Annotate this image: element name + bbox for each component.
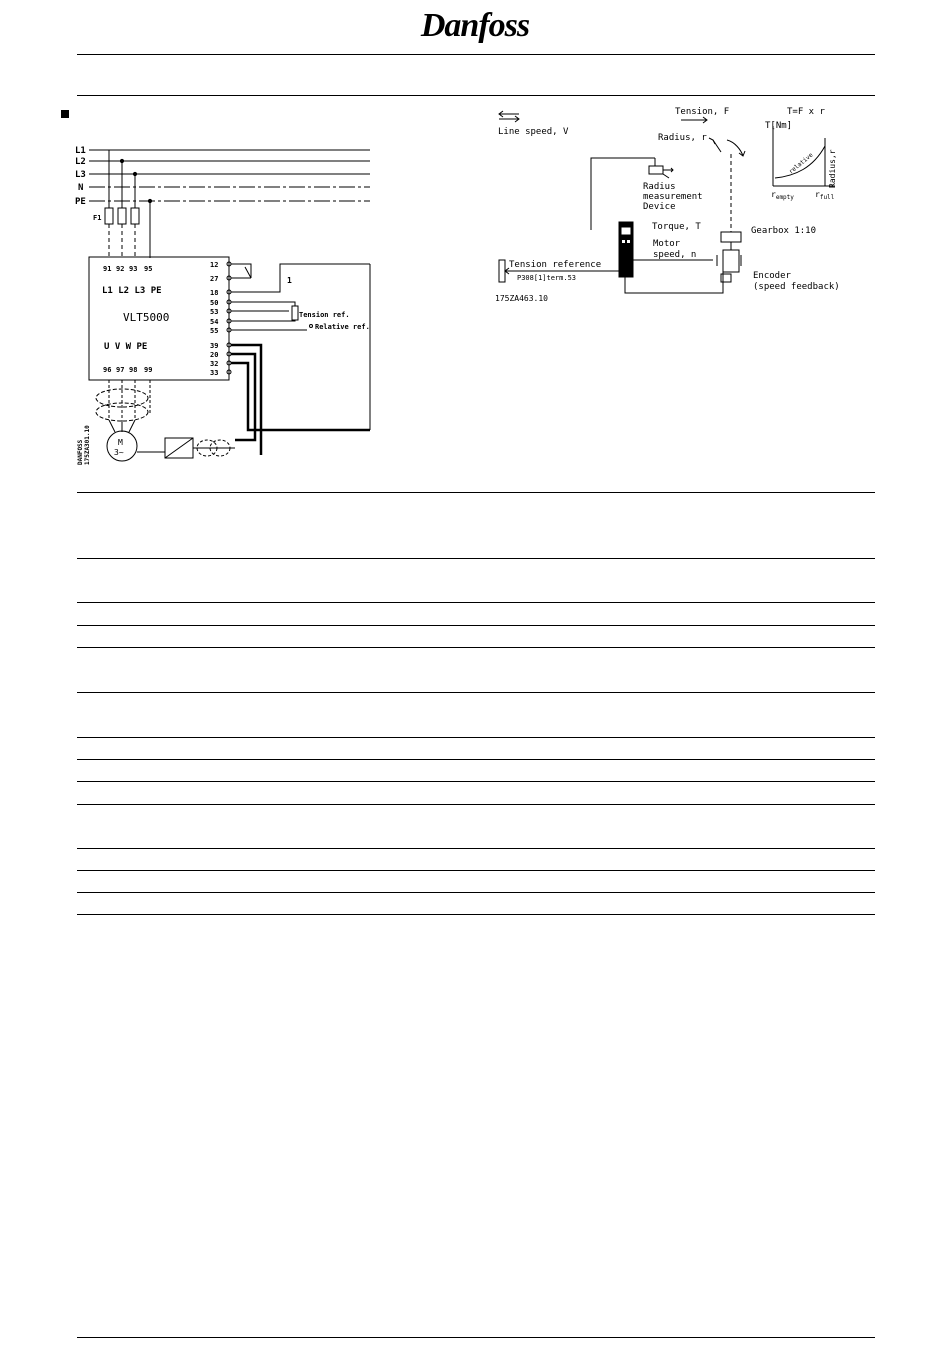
drive-name: VLT5000 [123, 311, 170, 324]
terminal-95: 95 [144, 265, 153, 273]
table-rule [77, 848, 875, 849]
table-rule [77, 692, 875, 693]
r-empty: $r_{empty}$ [771, 190, 794, 201]
table-rule [77, 914, 875, 915]
tension-ref-label: Tension ref. [299, 311, 350, 319]
mains-l2: L2 [75, 157, 86, 167]
out-99: 99 [144, 366, 153, 374]
motor-label: M [118, 438, 123, 447]
table-rule [77, 870, 875, 871]
table-rule [77, 781, 875, 782]
wiring-diagram [75, 140, 375, 470]
winder-diagram [495, 100, 855, 310]
footer-rule [77, 1337, 875, 1338]
ctrl-54: 54 [210, 318, 219, 326]
side-code-1: DANFOSS [77, 439, 84, 465]
output-terminal-names: U V W PE [104, 342, 148, 352]
table-rule [77, 492, 875, 493]
measurement-1: Radius [643, 182, 676, 192]
mains-n: N [78, 183, 84, 193]
out-97: 97 [116, 366, 125, 374]
relative: relative [787, 151, 815, 176]
out-98: 98 [129, 366, 138, 374]
table-rule [77, 558, 875, 559]
header-rule-bottom [77, 95, 875, 96]
ctrl-55: 55 [210, 327, 219, 335]
gearbox: Gearbox 1:10 [751, 226, 817, 236]
relative-ref-label: Relative ref. [315, 323, 370, 331]
motor-phase: 3~ [114, 448, 124, 457]
danfoss-logo [410, 4, 540, 48]
motor-2: speed, n [653, 250, 697, 260]
header-rule-top [77, 54, 875, 55]
table-rule [77, 602, 875, 603]
terminal-91: 91 [103, 265, 112, 273]
switch-label: 1 [287, 276, 292, 285]
ctrl-33: 33 [210, 369, 219, 377]
torque: Torque, T [652, 222, 701, 232]
ctrl-32: 32 [210, 360, 219, 368]
input-terminal-names: L1 L2 L3 PE [102, 286, 162, 296]
measurement-2: measurement [643, 192, 703, 202]
ctrl-39: 39 [210, 342, 219, 350]
table-rule [77, 892, 875, 893]
section-bullet [61, 110, 69, 118]
radius: Radius, r [658, 133, 707, 143]
ctrl-20: 20 [210, 351, 219, 359]
measurement-3: Device [643, 202, 676, 212]
radius-axis: Radius,r [828, 149, 837, 188]
mains-l3: L3 [75, 170, 86, 180]
table-rule [77, 647, 875, 648]
encoder-2: (speed feedback) [753, 282, 840, 292]
terminal-93: 93 [129, 265, 138, 273]
tension-reference: Tension reference [509, 260, 602, 270]
parameter: P308[1]term.53 [517, 274, 577, 282]
table-rule [77, 804, 875, 805]
terminal-92: 92 [116, 265, 125, 273]
encoder-1: Encoder [753, 271, 791, 281]
ctrl-18: 18 [210, 289, 219, 297]
table-rule [77, 737, 875, 738]
mains-l1: L1 [75, 146, 86, 156]
logo-text: Danfoss [420, 7, 530, 44]
out-96: 96 [103, 366, 112, 374]
line-speed: Line speed, V [498, 127, 569, 137]
fuse-label: F1 [93, 214, 102, 222]
torque-axis: T[Nm] [765, 121, 793, 131]
table-rule [77, 759, 875, 760]
motor-1: Motor [653, 239, 681, 249]
ctrl-50: 50 [210, 299, 219, 307]
ctrl-27: 27 [210, 275, 219, 283]
mains-pe: PE [75, 197, 86, 207]
formula: T=F x r [787, 107, 825, 117]
r-full: $r_{full}$ [815, 190, 835, 201]
ctrl-12: 12 [210, 261, 219, 269]
ctrl-53: 53 [210, 308, 219, 316]
figure-code: 175ZA463.10 [495, 294, 548, 303]
side-code-2: 175ZA301.10 [84, 425, 91, 465]
tension: Tension, F [675, 107, 730, 117]
table-rule [77, 625, 875, 626]
